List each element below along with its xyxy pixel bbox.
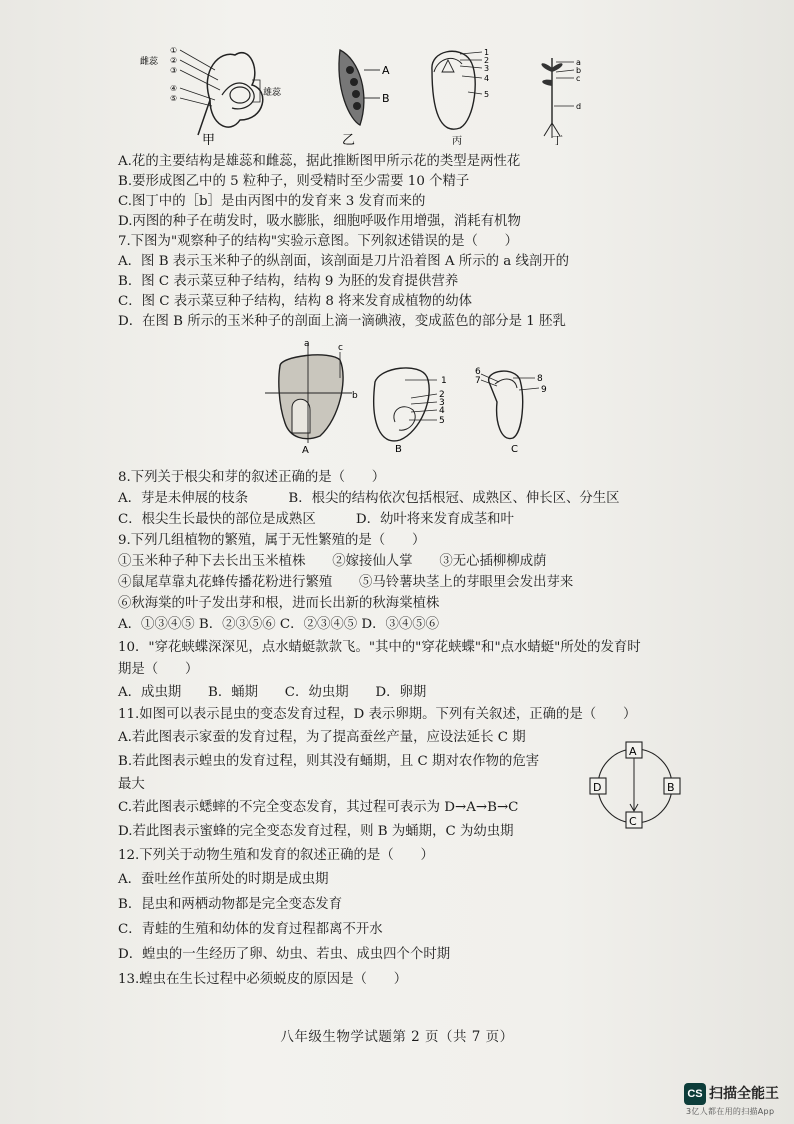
figure-jia <box>140 40 290 145</box>
q10-options: A．成虫期 B．蛹期 C．幼虫期 D．卵期 <box>118 685 427 700</box>
q7-option-b: B．图 C 表示菜豆种子结构，结构 9 为胚的发育提供营养 <box>118 274 459 289</box>
figure-bing <box>420 40 500 145</box>
q9-items-row1: ①玉米种子种下去长出玉米植株 ②嫁接仙人掌 ③无心插柳柳成荫 <box>118 554 547 569</box>
seed-a-label-c: c <box>338 343 343 353</box>
q7-stem: 7.下图为"观察种子的结构"实验示意图。下列叙述错误的是（ ） <box>118 234 519 249</box>
seed-a-label-a: a <box>304 339 310 349</box>
q11-option-d: D.若此图表示蜜蜂的完全变态发育过程，则 B 为蛹期，C 为幼虫期 <box>118 824 514 839</box>
q9-items-row2: ④鼠尾草靠丸花蜂传播花粉进行繁殖 ⑤马铃薯块茎上的芽眼里会发出芽来 <box>118 575 574 590</box>
seed-b-caption: B <box>395 444 402 454</box>
q12-stem: 12.下列关于动物生殖和发育的叙述正确的是（ ） <box>118 848 434 863</box>
figure-ding <box>530 48 600 145</box>
seed-c-label-9: 9 <box>541 385 547 395</box>
yi-label-a: A <box>382 64 390 77</box>
jia-caption: 甲 <box>202 133 216 145</box>
q10-stem-line2: 期是（ ） <box>118 662 199 677</box>
q11-cycle-diagram <box>585 740 690 835</box>
figure-seed-b <box>365 362 465 454</box>
q13-stem: 13.蝗虫在生长过程中必须蜕皮的原因是（ ） <box>118 972 408 987</box>
seed-b-label-3: 3 <box>439 398 445 408</box>
jia-label-pistil: 雌蕊 <box>140 57 159 67</box>
camscanner-logo-icon: CS <box>684 1083 706 1105</box>
ding-label-d: d <box>576 102 582 111</box>
q11-stem: 11.如图可以表示昆虫的变态发育过程，D 表示卵期。下列有关叙述，正确的是（ ） <box>118 707 637 722</box>
bing-caption: 丙 <box>452 136 462 145</box>
cycle-node-c: C <box>629 815 637 828</box>
bing-label-5: 5 <box>484 90 490 99</box>
q11-option-c: C.若此图表示蟋蟀的不完全变态发育，其过程可表示为 D→A→B→C <box>118 800 519 815</box>
jia-num-1: ① <box>170 46 178 55</box>
q6-option-d: D.丙图的种子在萌发时，吸水膨胀，细胞呼吸作用增强，消耗有机物 <box>118 214 521 229</box>
q12-option-c: C．青蛙的生殖和幼体的发育过程都离不开水 <box>118 922 383 937</box>
cycle-node-a: A <box>629 745 637 758</box>
cycle-node-b: B <box>667 781 675 794</box>
q8-options-row1: A．芽是未伸展的枝条 B．根尖的结构依次包括根冠、成熟区、伸长区、分生区 <box>118 491 620 506</box>
seed-b-label-4: 4 <box>439 406 445 416</box>
q11-option-a: A.若此图表示家蚕的发育过程，为了提高蚕丝产量，应设法延长 C 期 <box>118 730 526 745</box>
q11-option-b-cont: 最大 <box>118 777 145 792</box>
q6-option-c: C.图丁中的［b］是由丙图中的发育来 3 发育而来的 <box>118 194 426 209</box>
seed-b-label-1: 1 <box>441 376 447 386</box>
jia-label-stamen: 雄蕊 <box>263 88 282 98</box>
q7-option-c: C．图 C 表示菜豆种子结构，结构 8 将来发育成植物的幼体 <box>118 294 473 309</box>
cycle-node-d: D <box>593 781 602 794</box>
figure-yi <box>320 40 400 145</box>
seed-a-label-b: b <box>352 391 358 401</box>
seed-b-label-5: 5 <box>439 416 445 426</box>
q11-option-b: B.若此图表示蝗虫的发育过程，则其没有蛹期，且 C 期对农作物的危害 <box>118 754 540 769</box>
jia-num-5: ⑤ <box>170 94 178 103</box>
yi-caption: 乙 <box>342 133 356 145</box>
yi-label-b: B <box>382 92 390 105</box>
bing-label-4: 4 <box>484 74 490 83</box>
camscanner-brand: 扫描全能王 <box>709 1086 779 1102</box>
page-footer: 八年级生物学试题第 2 页（共 7 页） <box>280 1029 514 1045</box>
seed-c-label-8: 8 <box>537 374 543 384</box>
jia-num-4: ④ <box>170 84 178 93</box>
figure-seed-c <box>475 362 565 454</box>
q9-items-row3: ⑥秋海棠的叶子发出芽和根，进而长出新的秋海棠植株 <box>118 596 440 611</box>
ding-label-c: c <box>576 74 581 83</box>
camscanner-tagline: 3亿人都在用的扫描App <box>686 1107 775 1116</box>
q12-option-a: A．蚕吐丝作茧所处的时期是成虫期 <box>118 872 329 887</box>
q9-options: A．①③④⑤ B．②③⑤⑥ C．②③④⑤ D．③④⑤⑥ <box>118 617 440 632</box>
figure-seed-a <box>260 338 360 456</box>
seed-c-label-7: 7 <box>475 376 481 386</box>
ding-label-a: a <box>576 58 581 67</box>
q10-stem-line1: 10．"穿花蛱蝶深深见，点水蜻蜓款款飞。"其中的"穿花蛱蝶"和"点水蜻蜓"所处的发育时 <box>118 640 641 655</box>
q6-option-b: B.要形成图乙中的 5 粒种子，则受精时至少需要 10 个精子 <box>118 174 470 189</box>
jia-num-2: ② <box>170 56 178 65</box>
jia-num-3: ③ <box>170 66 178 75</box>
q12-option-b: B．昆虫和两栖动物都是完全变态发育 <box>118 897 343 912</box>
seed-b-label-2: 2 <box>439 390 445 400</box>
q7-option-d: D．在图 B 所示的玉米种子的剖面上滴一滴碘液，变成蓝色的部分是 1 胚乳 <box>118 314 566 329</box>
bing-label-2: 2 <box>484 56 490 65</box>
q12-option-d: D．蝗虫的一生经历了卵、幼虫、若虫、成虫四个个时期 <box>118 947 451 962</box>
ding-caption: 丁 <box>552 134 563 145</box>
ding-label-b: b <box>576 66 582 75</box>
bing-label-3: 3 <box>484 64 490 73</box>
q8-stem: 8.下列关于根尖和芽的叙述正确的是（ ） <box>118 470 386 485</box>
seed-a-caption: A <box>302 445 309 456</box>
seed-c-label-6: 6 <box>475 367 481 377</box>
seed-c-caption: C <box>511 444 518 454</box>
q9-stem: 9.下列几组植物的繁殖，属于无性繁殖的是（ ） <box>118 533 426 548</box>
bing-label-1: 1 <box>484 48 490 57</box>
q8-options-row2: C．根尖生长最快的部位是成熟区 D．幼叶将来发育成茎和叶 <box>118 512 514 527</box>
q6-option-a: A.花的主要结构是雄蕊和雌蕊，据此推断图甲所示花的类型是两性花 <box>118 154 521 169</box>
q7-option-a: A．图 B 表示玉米种子的纵剖面，该剖面是刀片沿着图 A 所示的 a 线剖开的 <box>118 254 570 269</box>
